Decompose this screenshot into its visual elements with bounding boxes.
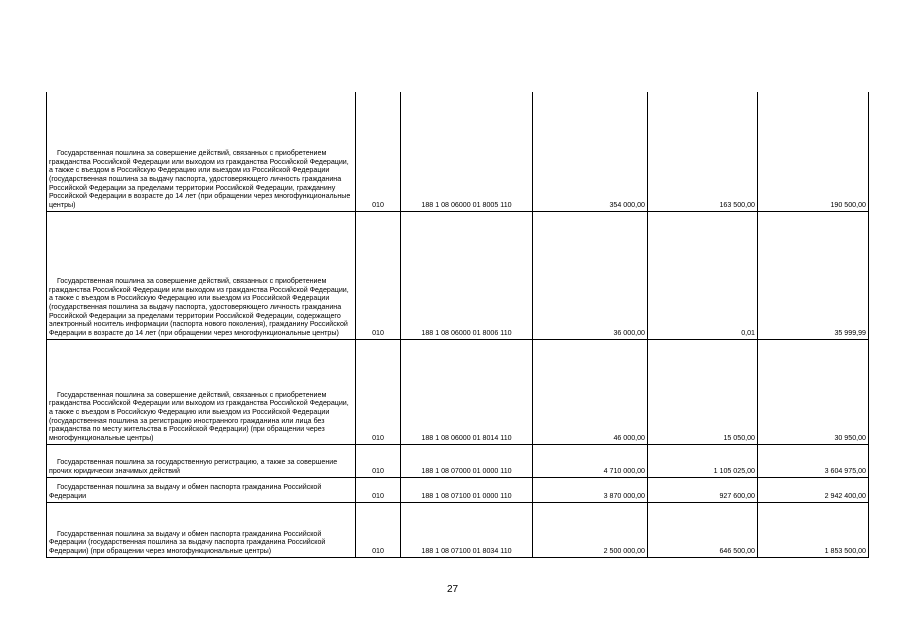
row-approved: 4 710 000,00	[533, 444, 648, 477]
row-kbk: 188 1 08 07000 01 0000 110	[401, 444, 533, 477]
row-code: 010	[356, 339, 401, 444]
table-row	[47, 92, 869, 211]
row-approved: 3 870 000,00	[533, 477, 648, 502]
table-row	[47, 339, 869, 444]
row-executed: 0,01	[648, 211, 758, 339]
table-row	[47, 211, 869, 339]
revenue-table	[46, 92, 869, 558]
row-code: 010	[356, 477, 401, 502]
row-name-cell	[47, 211, 356, 339]
row-executed: 163 500,00	[648, 92, 758, 211]
row-name: Государственная пошлина за совершение действий, связанных с приобретением гражданства Российской Федерации или выходом из гражданства Российской Федерации, а также с въездом в Российскую Федерацию или выездом из Российской Федерации (государственная пошлина за выдачу паспорта, удостоверяющего личность гражданина Российской Федерации за пределами территории Российской Федерации, гражданину Российской Федерации в возрасте до 14 лет (при обращении через многофункциональные центры)	[49, 149, 351, 209]
row-unexecuted: 190 500,00	[758, 92, 869, 211]
row-name-cell	[47, 477, 356, 502]
table-row	[47, 502, 869, 557]
row-code: 010	[356, 211, 401, 339]
row-executed: 646 500,00	[648, 502, 758, 557]
row-name: Государственная пошлина за государственную регистрацию, а также за совершение прочих юридически значимых действий	[49, 458, 338, 475]
table-row	[47, 477, 869, 502]
row-executed: 927 600,00	[648, 477, 758, 502]
row-unexecuted: 2 942 400,00	[758, 477, 869, 502]
row-unexecuted: 3 604 975,00	[758, 444, 869, 477]
row-unexecuted: 30 950,00	[758, 339, 869, 444]
table-row	[47, 444, 869, 477]
page-number: 27	[446, 584, 459, 595]
row-name-cell	[47, 444, 356, 477]
row-code: 010	[356, 502, 401, 557]
row-kbk: 188 1 08 06000 01 8006 110	[401, 211, 533, 339]
row-name: Государственная пошлина за совершение действий, связанных с приобретением гражданства Российской Федерации или выходом из гражданства Российской Федерации, а также с въездом в Российскую Федерацию или выездом из Российской Федерации (государственная пошлина за регистрацию иностранного гражданина или лица без гражданства по месту жительства в Российской Федерации) (при обращении через многофункциональные центры)	[49, 390, 349, 442]
row-kbk: 188 1 08 07100 01 8034 110	[401, 502, 533, 557]
row-name-cell	[47, 339, 356, 444]
row-approved: 36 000,00	[533, 211, 648, 339]
row-name: Государственная пошлина за выдачу и обмен паспорта гражданина Российской Федерации	[49, 483, 322, 500]
row-executed: 15 050,00	[648, 339, 758, 444]
row-name: Государственная пошлина за выдачу и обмен паспорта гражданина Российской Федерации (государственная пошлина за выдачу паспорта гражданина Российской Федерации) (при обращении через многофункциональные центры)	[49, 529, 326, 555]
row-name-cell	[47, 502, 356, 557]
row-kbk: 188 1 08 07100 01 0000 110	[401, 477, 533, 502]
row-approved: 2 500 000,00	[533, 502, 648, 557]
row-name-cell	[47, 92, 356, 211]
row-approved: 354 000,00	[533, 92, 648, 211]
row-code: 010	[356, 444, 401, 477]
row-unexecuted: 35 999,99	[758, 211, 869, 339]
row-name: Государственная пошлина за совершение действий, связанных с приобретением гражданства Российской Федерации или выходом из гражданства Российской Федерации, а также с въездом в Российскую Федерацию или выездом из Российской Федерации (государственная пошлина за выдачу паспорта, удостоверяющего личность гражданина Российской Федерации за пределами территории Российской Федерации, содержащего электронный носитель информации (паспорта нового поколения), гражданину Российской Федерации в возрасте до 14 лет (при обращении через многофункциональные центры)	[49, 277, 349, 337]
row-code: 010	[356, 92, 401, 211]
row-kbk: 188 1 08 06000 01 8014 110	[401, 339, 533, 444]
row-unexecuted: 1 853 500,00	[758, 502, 869, 557]
row-executed: 1 105 025,00	[648, 444, 758, 477]
row-kbk: 188 1 08 06000 01 8005 110	[401, 92, 533, 211]
row-approved: 46 000,00	[533, 339, 648, 444]
